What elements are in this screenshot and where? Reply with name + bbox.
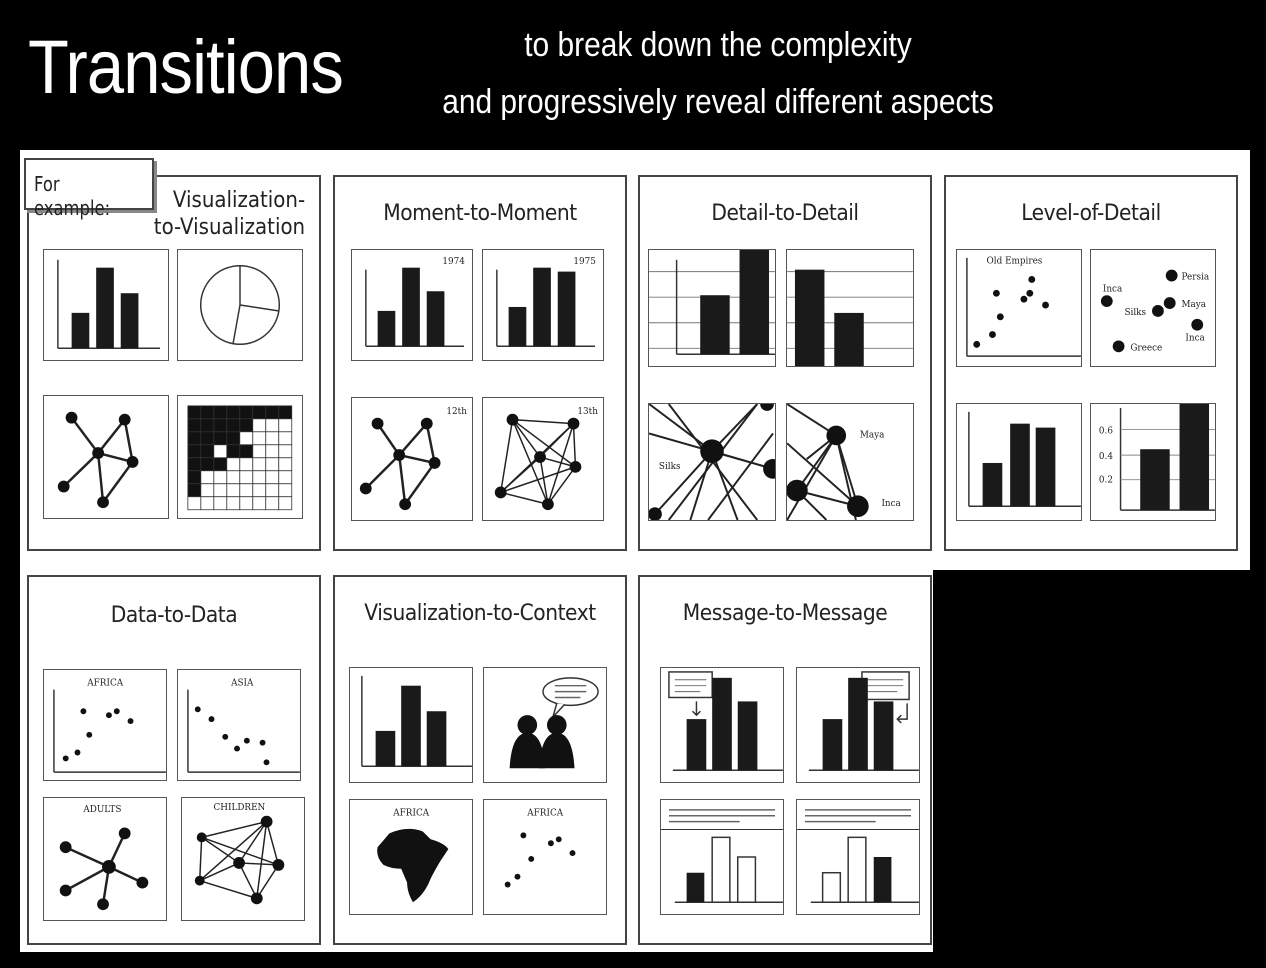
scatter-detail-tile — [1090, 249, 1216, 367]
panel-visualization-to-visualization — [27, 175, 321, 551]
network-12th-tile — [351, 397, 473, 521]
panel-level-of-detail — [944, 175, 1238, 551]
matrix-cell — [188, 484, 201, 497]
matrix-cell — [201, 419, 214, 432]
bar-chart-1974-tile — [351, 249, 473, 361]
chart-label: AFRICA — [87, 678, 124, 689]
panel-title: Data-to-Data — [110, 603, 238, 628]
matrix-cell — [279, 497, 292, 510]
matrix-cell — [240, 432, 253, 445]
matrix-cell — [201, 471, 214, 484]
matrix-cell — [188, 406, 201, 419]
matrix-cell — [240, 458, 253, 471]
annotated-bar-tile-2 — [796, 667, 920, 783]
matrix-cell — [227, 497, 240, 510]
matrix-cell — [266, 458, 279, 471]
matrix-cell — [279, 432, 292, 445]
matrix-cell — [214, 497, 227, 510]
century-label: 13th — [577, 406, 598, 417]
matrix-cell — [266, 484, 279, 497]
subtitle-line-1: to break down the complexity — [524, 26, 912, 64]
matrix-cell — [214, 445, 227, 458]
matrix-tile — [177, 395, 303, 519]
matrix-cell — [227, 432, 240, 445]
matrix-cell — [188, 445, 201, 458]
matrix-cell — [279, 406, 292, 419]
bar-zoom-tile-1 — [648, 249, 776, 367]
point-label: Silks — [1124, 307, 1147, 318]
matrix-cell — [214, 406, 227, 419]
matrix-cell — [253, 497, 266, 510]
for-example-label: For example: — [24, 158, 154, 210]
panel-moment-to-moment — [333, 175, 627, 551]
matrix-cell — [214, 471, 227, 484]
network-children-tile — [181, 797, 305, 921]
scatter-overview-tile — [956, 249, 1082, 367]
matrix-cell — [214, 432, 227, 445]
panel-visualization-to-context — [333, 575, 627, 945]
scatter-africa-tile — [483, 799, 607, 915]
headline-bar-tile-2 — [796, 799, 920, 915]
people-speech-tile — [483, 667, 607, 783]
matrix-cell — [253, 458, 266, 471]
matrix-cell — [188, 419, 201, 432]
matrix-cell — [240, 484, 253, 497]
matrix-cell — [201, 458, 214, 471]
bar-overview-tile — [956, 403, 1082, 521]
scatter-asia-tile — [177, 669, 301, 781]
matrix-cell — [227, 471, 240, 484]
panel-message-to-message — [638, 575, 932, 945]
network-13th-tile — [482, 397, 604, 521]
network-zoom-tile-1 — [648, 403, 776, 521]
matrix-cell — [253, 471, 266, 484]
matrix-cell — [227, 484, 240, 497]
chart-label: Old Empires — [986, 256, 1043, 267]
matrix-cell — [253, 484, 266, 497]
tick-label: 0.6 — [1098, 426, 1113, 437]
matrix-cell — [240, 471, 253, 484]
bar-zoom-tile-2 — [786, 249, 914, 367]
matrix-cell — [188, 497, 201, 510]
panel-title: Level-of-Detail — [1021, 201, 1161, 226]
chart-label: AFRICA — [527, 808, 564, 819]
panel-title: Detail-to-Detail — [711, 201, 859, 226]
panel-title-line2: to-Visualization — [153, 215, 305, 240]
panel-title-line1: Visualization- — [172, 188, 305, 213]
panel-title: Visualization-to-Context — [364, 601, 596, 626]
matrix-cell — [201, 497, 214, 510]
matrix-cell — [253, 432, 266, 445]
bar-chart-1975-tile — [482, 249, 604, 361]
matrix-cell — [240, 419, 253, 432]
matrix-cell — [279, 458, 292, 471]
network-zoom-tile-2 — [786, 403, 914, 521]
matrix-cell — [266, 471, 279, 484]
bar-chart-tile — [349, 667, 473, 783]
matrix-cell — [201, 406, 214, 419]
bar-detail-tile — [1090, 403, 1216, 521]
pie-chart-tile — [177, 249, 303, 361]
chart-label: ADULTS — [83, 804, 122, 815]
matrix-cell — [201, 484, 214, 497]
matrix-cell — [214, 458, 227, 471]
matrix-cell — [240, 497, 253, 510]
node-label: Inca — [881, 499, 901, 510]
point-label: Inca — [1185, 333, 1205, 344]
matrix-cell — [188, 471, 201, 484]
panel-detail-to-detail — [638, 175, 932, 551]
matrix-cell — [279, 445, 292, 458]
bar-chart-tile — [43, 249, 169, 361]
matrix-cell — [188, 432, 201, 445]
subtitle-line-2: and progressively reveal different aspects — [442, 83, 994, 121]
matrix-cell — [227, 406, 240, 419]
point-label: Greece — [1130, 343, 1163, 354]
matrix-cell — [266, 445, 279, 458]
matrix-cell — [227, 458, 240, 471]
year-label: 1974 — [442, 256, 465, 267]
africa-map-tile — [349, 799, 473, 915]
network-adults-tile — [43, 797, 167, 921]
matrix-cell — [253, 419, 266, 432]
matrix-cell — [266, 419, 279, 432]
matrix-cell — [266, 406, 279, 419]
matrix-cell — [214, 419, 227, 432]
scatter-africa-tile — [43, 669, 167, 781]
headline-bar-tile-1 — [660, 799, 784, 915]
matrix-cell — [188, 458, 201, 471]
network-tile — [43, 395, 169, 519]
map-label: AFRICA — [393, 808, 430, 819]
year-label: 1975 — [573, 256, 596, 267]
matrix-cell — [201, 445, 214, 458]
matrix-cell — [240, 406, 253, 419]
chart-label: ASIA — [231, 678, 254, 689]
matrix-cell — [240, 445, 253, 458]
node-label: Silks — [658, 461, 681, 472]
annotated-bar-tile-1 — [660, 667, 784, 783]
century-label: 12th — [446, 406, 467, 417]
panel-title: Message-to-Message — [682, 601, 888, 626]
point-label: Inca — [1102, 284, 1123, 295]
matrix-cell — [214, 484, 227, 497]
slide-title: Transitions — [28, 25, 343, 110]
matrix-cell — [253, 406, 266, 419]
matrix-cell — [227, 445, 240, 458]
point-label: Persia — [1181, 272, 1210, 283]
point-label: Maya — [1181, 300, 1207, 311]
matrix-cell — [266, 497, 279, 510]
matrix-cell — [279, 471, 292, 484]
panel-title: Moment-to-Moment — [383, 201, 577, 226]
tick-label: 0.4 — [1098, 452, 1113, 463]
matrix-cell — [279, 484, 292, 497]
panel-data-to-data — [27, 575, 321, 945]
matrix-cell — [201, 432, 214, 445]
matrix-cell — [266, 432, 279, 445]
chart-label: CHILDREN — [213, 802, 266, 813]
matrix-cell — [253, 445, 266, 458]
matrix-cell — [227, 419, 240, 432]
node-label: Maya — [859, 430, 885, 441]
tick-label: 0.2 — [1098, 475, 1113, 486]
matrix-cell — [279, 419, 292, 432]
